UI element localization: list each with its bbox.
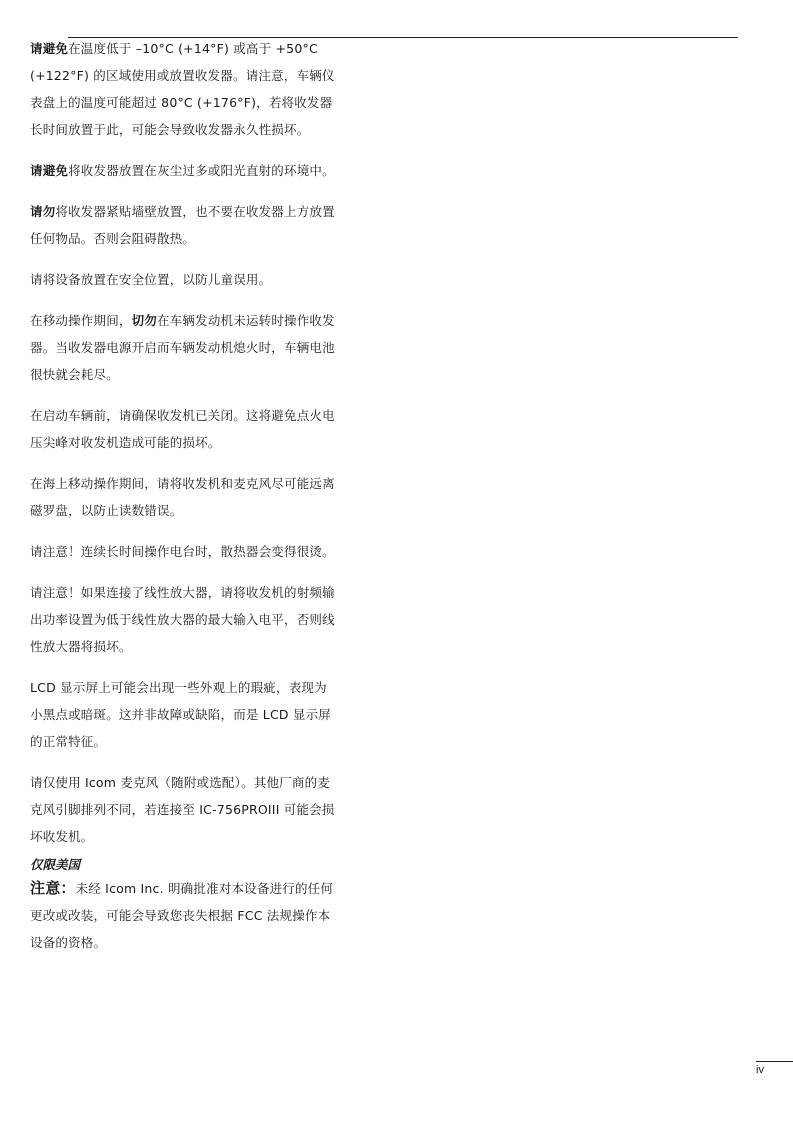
notice-label: 注意：	[30, 879, 76, 897]
precaution-ignition	[30, 402, 335, 456]
usa-only-heading: 仅限美国	[30, 857, 81, 872]
precaution-text: 请将设备放置在安全位置，以防儿童误用。	[30, 272, 272, 287]
precaution-text: 将收发器紧贴墙壁放置，也不要在收发器上方放置任何物品。否则会阻碍散热。	[30, 204, 335, 246]
precaution-microphone	[30, 769, 335, 850]
precaution-linear-amplifier	[30, 579, 335, 660]
precaution-marine-compass	[30, 470, 335, 524]
precaution-lead: 请避免	[30, 163, 69, 178]
notice-text: 未经 Icom Inc. 明确批准对本设备进行的任何更改或改装，可能会导致您丧失根据 FCC 法规操作本设备的资格。	[30, 881, 334, 950]
precaution-lead: 切勿	[131, 313, 158, 328]
precaution-text: 在海上移动操作期间，请将收发机和麦克风尽可能远离磁罗盘，以防止读数错误。	[30, 476, 335, 518]
precaution-heatsink	[30, 538, 335, 565]
precaution-text: 在温度低于 –10°C (+14°F) 或高于 +50°C (+122°F) 的区域使用或放置收发器。请注意，车辆仪表盘上的温度可能超过 80°C (+176°F)，若将收发器长时间放置于此，可能会导致收发器永久性损坏。	[30, 41, 335, 137]
footer-rule	[756, 1061, 793, 1062]
precaution-temperature	[30, 35, 335, 143]
precaution-pre: 在移动操作期间，	[30, 313, 132, 328]
precaution-text: LCD 显示屏上可能会出现一些外观上的瑕疵，表现为小黑点或暗斑。这并非故障或缺陷，而是 LCD 显示屏的正常特征。	[30, 680, 331, 749]
precaution-text: 在车辆发动机未运转时操作收发器。当收发器电源开启而车辆发动机熄火时，车辆电池很快就会耗尽。	[30, 313, 335, 382]
precaution-children	[30, 266, 335, 293]
precaution-lead: 请勿	[30, 204, 56, 219]
precaution-lead: 请避免	[30, 41, 69, 56]
precaution-ventilation	[30, 198, 335, 252]
precautions-column	[30, 35, 335, 956]
fcc-notice	[30, 875, 335, 956]
page-number: iv	[756, 1064, 764, 1076]
precaution-text: 请注意！如果连接了线性放大器，请将收发机的射频输出功率设置为低于线性放大器的最大输入电平，否则线性放大器将损坏。	[30, 585, 335, 654]
precaution-dust-sunlight	[30, 157, 335, 184]
precaution-text: 将收发器放置在灰尘过多或阳光直射的环境中。	[68, 163, 335, 178]
precaution-lcd	[30, 674, 335, 755]
precaution-mobile-battery	[30, 307, 335, 388]
precaution-text: 在启动车辆前，请确保收发机已关闭。这将避免点火电压尖峰对收发机造成可能的损坏。	[30, 408, 335, 450]
precaution-text: 请仅使用 Icom 麦克风（随附或选配）。其他厂商的麦克风引脚排列不同，若连接至 IC-756PROIII 可能会损坏收发机。	[30, 775, 335, 844]
precaution-text: 请注意！连续长时间操作电台时，散热器会变得很烫。	[30, 544, 335, 559]
